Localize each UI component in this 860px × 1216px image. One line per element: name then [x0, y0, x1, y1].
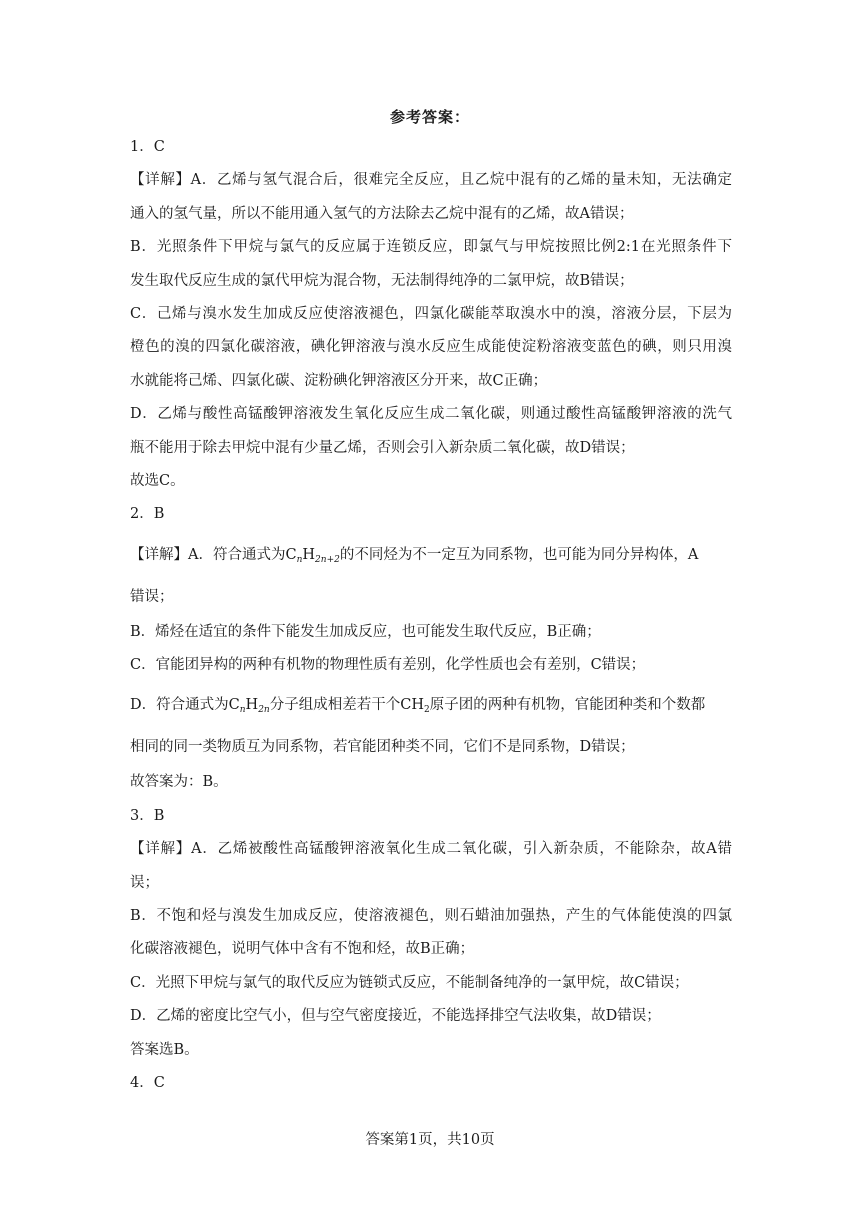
formula-line — [130, 532, 732, 574]
text-line: 发生取代反应生成的氯代甲烷为混合物，无法制得纯净的二氯甲烷，故B错误； — [130, 272, 634, 289]
text-line: B．烯烃在适宜的条件下能发生加成反应，也可能发生取代反应，B正确； — [130, 623, 601, 640]
text-line: 【详解】A．乙烯与氢气混合后，很难完全反应，且乙烷中混有的乙烯的量未知，无法确定 — [130, 172, 732, 189]
text-line: 化碳溶液褪色，说明气体中含有不饱和烃，故B正确； — [130, 941, 475, 958]
formula-subscript: 2n+2 — [315, 554, 340, 565]
page-footer: 答案第1页，共10页 — [365, 1132, 495, 1148]
text-segment: 【详解】A．符合通式为 — [130, 546, 286, 563]
text-line: 故选C。 — [130, 472, 185, 489]
formula-subscript: 2 — [423, 705, 430, 716]
text-line: C．光照下甲烷与氯气的取代反应为链锁式反应，不能制备纯净的一氯甲烷，故C错误； — [130, 974, 689, 991]
answer-number: 2．B — [130, 506, 165, 523]
formula-subscript: n — [239, 705, 246, 716]
formula-subscript: 2n — [258, 705, 270, 716]
text-line: B．不饱和烃与溴发生加成反应，使溶液褪色，则石蜡油加强热，产生的气体能使溴的四氯 — [130, 908, 732, 925]
text-line: 通入的氢气量，所以不能用通入氢气的方法除去乙烷中混有的乙烯，故A错误； — [130, 205, 634, 222]
text-line: 答案选B。 — [130, 1041, 199, 1058]
formula-hydrogen: H — [245, 697, 259, 714]
formula-carbon: C — [285, 546, 297, 563]
answer-content — [130, 131, 732, 1100]
text-line: C．官能团异构的两种有机物的物理性质有差别，化学性质也会有差别，C错误； — [130, 657, 646, 674]
text-line: 错误； — [130, 588, 174, 605]
text-line: D．乙烯的密度比空气小，但与空气密度接近，不能选择排空气法收集，故D错误； — [130, 1008, 661, 1025]
answer-number: 1．C — [130, 139, 165, 155]
text-segment: 原子团的两种有机物，官能团种类和个数都 — [429, 697, 706, 714]
formula-ch: CH — [400, 697, 424, 714]
text-segment: 分子组成相差若干个 — [269, 697, 401, 714]
page-title: 参考答案： — [389, 108, 470, 126]
answer-number: 4．C — [130, 1074, 165, 1091]
text-line: 橙色的溴的四氯化碳溶液，碘化钾溶液与溴水反应生成能使淀粉溶液变蓝色的碘，则只用溴 — [130, 339, 732, 356]
answer-number: 3．B — [130, 807, 165, 824]
text-line: 水就能将己烯、四氯化碳、淀粉碘化钾溶液区分开来，故C正确； — [130, 372, 548, 389]
text-segment: 的不同烃为不一定互为同系物，也可能为同分异构体，A — [339, 546, 699, 563]
text-line: D．乙烯与酸性高锰酸钾溶液发生氧化反应生成二氧化碳，则通过酸性高锰酸钾溶液的洗气 — [130, 406, 732, 423]
formula-subscript: n — [296, 554, 303, 565]
text-line: 误； — [130, 874, 159, 891]
text-line: 【详解】A．乙烯被酸性高锰酸钾溶液氧化生成二氧化碳，引入新杂质，不能除杂，故A错 — [130, 841, 732, 858]
text-line: C．己烯与溴水发生加成反应使溶液褪色，四氯化碳能萃取溴水中的溴，溶液分层，下层为 — [130, 305, 732, 322]
formula-carbon: C — [228, 697, 240, 714]
formula-line — [130, 682, 732, 724]
text-line: 相同的同一类物质互为同系物，若官能团种类不同，它们不是同系物，D错误； — [130, 739, 635, 756]
text-line: B．光照条件下甲烷与氯气的反应属于连锁反应，即氯气与甲烷按照比例2:1在光照条件下 — [130, 239, 732, 256]
text-segment: D．符合通式为 — [130, 697, 229, 714]
text-line: 瓶不能用于除去甲烷中混有少量乙烯，否则会引入新杂质二氧化碳，故D错误； — [130, 439, 635, 456]
formula-hydrogen: H — [302, 546, 316, 563]
text-line: 故答案为：B。 — [130, 774, 228, 791]
